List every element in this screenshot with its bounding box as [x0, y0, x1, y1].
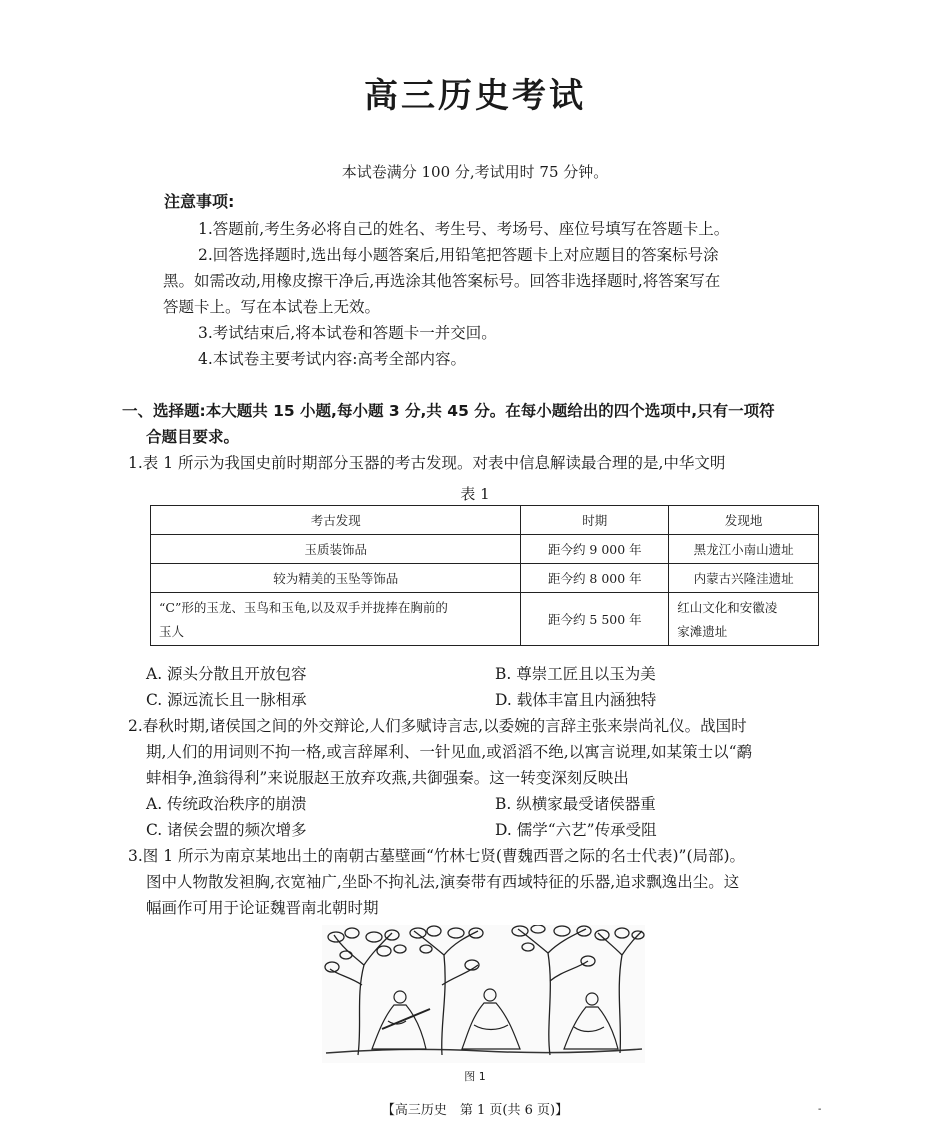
question-3-stem: 3.图 1 所示为南京某地出土的南朝古墓壁画“竹林七贤(曹魏西晋之际的名士代表)”(局部)。 — [128, 847, 746, 865]
corner-mark: - — [818, 1104, 822, 1115]
table-row — [151, 593, 819, 646]
question-2-stem: 2.春秋时期,诸侯国之间的外交辩论,人们多赋诗言志,以委婉的言辞主张来崇尚礼仪。战国时 — [128, 717, 747, 735]
note-line: 4.本试卷主要考试内容:高考全部内容。 — [198, 350, 467, 368]
question-3-stem-cont: 幅画作可用于论证魏晋南北朝时期 — [146, 899, 379, 917]
table-header: 考古发现 — [151, 506, 521, 535]
archaeology-table — [150, 505, 819, 646]
note-line: 1.答题前,考生务必将自己的姓名、考生号、考场号、座位号填写在答题卡上。 — [198, 220, 730, 238]
table-header: 时期 — [521, 506, 669, 535]
table-header-row — [151, 506, 819, 535]
note-line: 答题卡上。写在本试卷上无效。 — [163, 298, 381, 316]
option-d: D. 儒学“六艺”传承受阻 — [495, 821, 657, 839]
table-cell: 玉质装饰品 — [151, 535, 521, 564]
page-footer: 【高三历史 第 1 页(共 6 页)】 — [381, 1103, 569, 1118]
table-cell: 距今约 9 000 年 — [521, 535, 669, 564]
table-cell-line: 玉人 — [159, 624, 185, 639]
option-d: D. 载体丰富且内涵独特 — [495, 691, 657, 709]
table-cell: 距今约 5 500 年 — [521, 593, 669, 646]
note-line: 黑。如需改动,用橡皮擦干净后,再选涂其他答案标号。回答非选择题时,将答案写在 — [163, 272, 721, 290]
question-2-stem-cont: 蚌相争,渔翁得利”来说服赵王放弃攻燕,共御强秦。这一转变深刻反映出 — [146, 769, 629, 787]
section-heading: 一、选择题:本大题共 15 小题,每小题 3 分,共 45 分。在每小题给出的四个选项中,只有一项符 — [122, 402, 775, 420]
option-b: B. 尊崇工匠且以玉为美 — [495, 665, 656, 683]
table-row — [151, 564, 819, 593]
option-c: C. 源远流长且一脉相承 — [146, 691, 307, 709]
table-cell — [669, 593, 819, 646]
table-cell-line: 家滩遗址 — [677, 624, 728, 639]
table-cell: 内蒙古兴隆洼遗址 — [669, 564, 819, 593]
table-cell-line: “C”形的玉龙、玉鸟和玉龟,以及双手并拢捧在胸前的 — [159, 600, 448, 615]
figure-caption: 图 1 — [464, 1070, 486, 1083]
table-caption: 表 1 — [460, 485, 490, 503]
table-cell-line: 红山文化和安徽凌 — [677, 600, 778, 615]
table-cell — [151, 593, 521, 646]
page-title: 高三历史考试 — [364, 76, 586, 116]
question-1-stem: 1.表 1 所示为我国史前时期部分玉器的考古发现。对表中信息解读最合理的是,中华文明 — [128, 454, 726, 472]
table-row — [151, 535, 819, 564]
question-2-stem-cont: 期,人们的用词则不拘一格,或言辞犀利、一针见血,或滔滔不绝,以寓言说理,如某策士以“鹬 — [146, 743, 753, 761]
exam-info: 本试卷满分 100 分,考试用时 75 分钟。 — [341, 163, 609, 181]
option-a: A. 传统政治秩序的崩溃 — [146, 795, 307, 813]
table-header: 发现地 — [669, 506, 819, 535]
bamboo-grove-mural-figure — [322, 925, 645, 1063]
option-c: C. 诸侯会盟的频次增多 — [146, 821, 307, 839]
table-cell: 黑龙江小南山遗址 — [669, 535, 819, 564]
table-cell: 距今约 8 000 年 — [521, 564, 669, 593]
note-line: 3.考试结束后,将本试卷和答题卡一并交回。 — [198, 324, 497, 342]
note-line: 2.回答选择题时,选出每小题答案后,用铅笔把答题卡上对应题目的答案标号涂 — [198, 246, 719, 264]
section-heading-cont: 合题目要求。 — [146, 428, 240, 446]
notes-heading: 注意事项: — [164, 192, 235, 211]
option-b: B. 纵横家最受诸侯器重 — [495, 795, 656, 813]
question-3-stem-cont: 图中人物散发袒胸,衣宽袖广,坐卧不拘礼法,演奏带有西域特征的乐器,追求飘逸出尘。这 — [146, 873, 740, 891]
table-cell: 较为精美的玉坠等饰品 — [151, 564, 521, 593]
option-a: A. 源头分散且开放包容 — [146, 665, 307, 683]
